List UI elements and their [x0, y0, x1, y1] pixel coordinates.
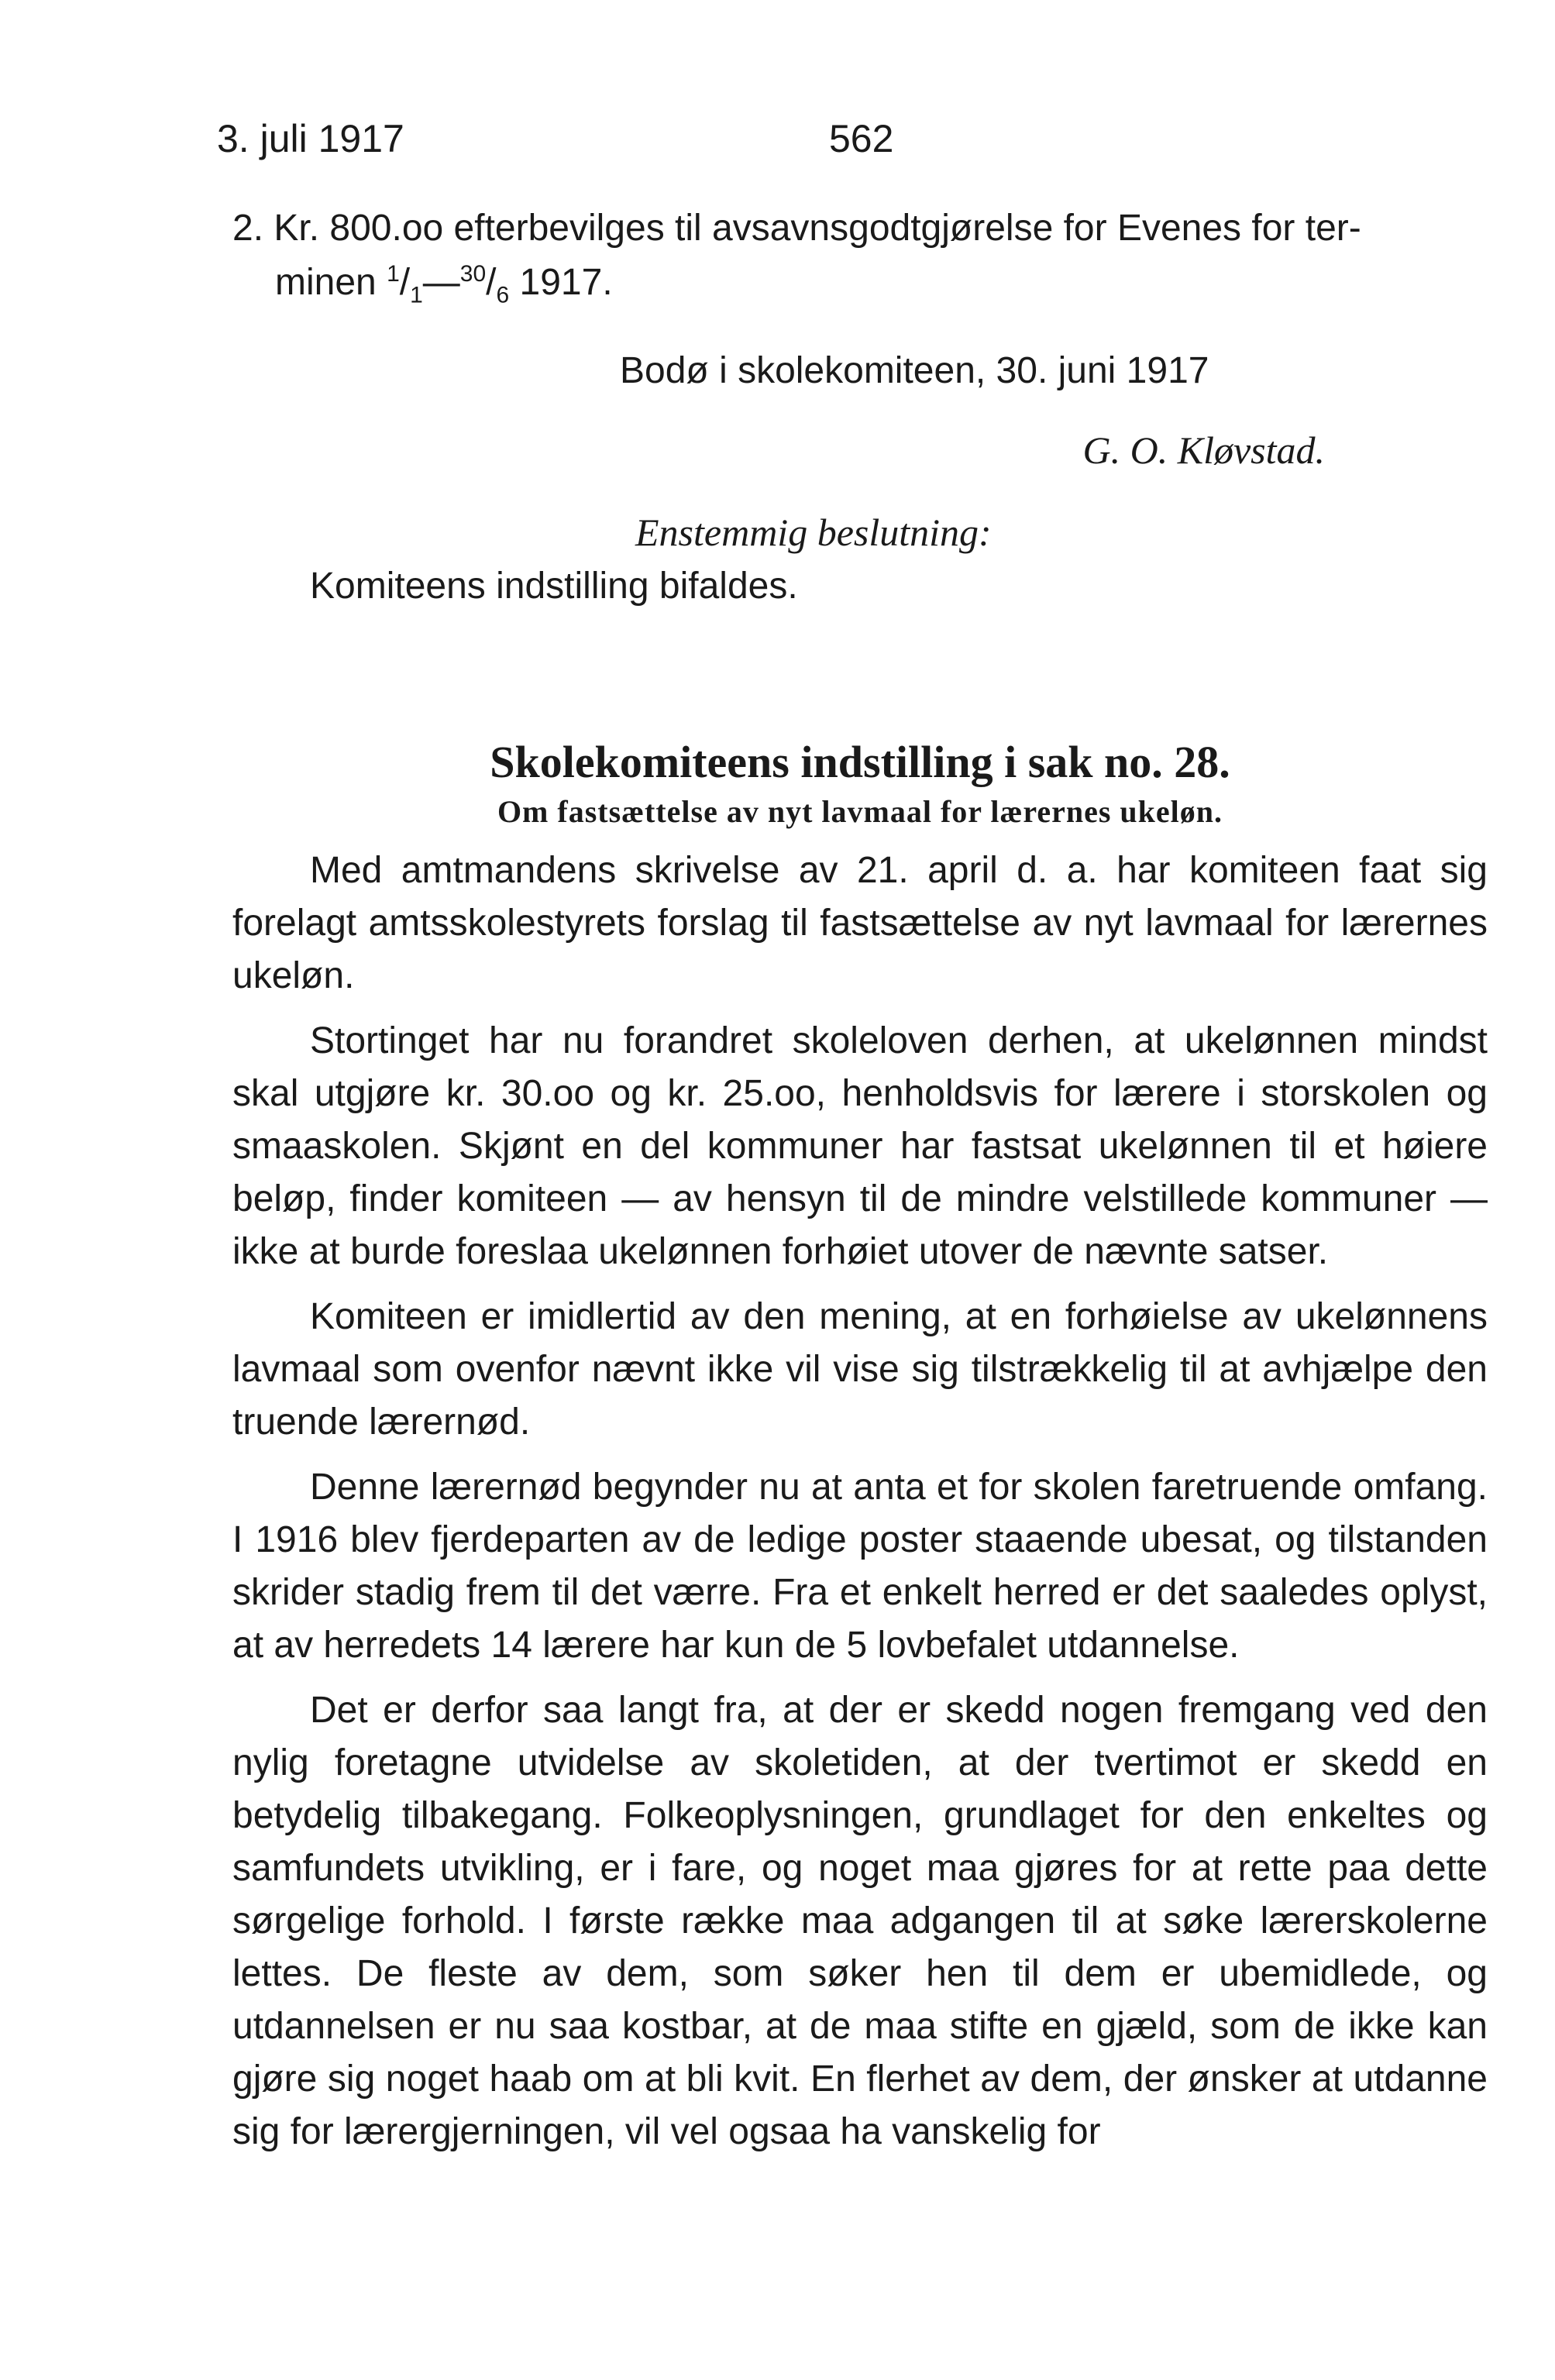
fraction-2-numerator: 30	[459, 261, 487, 287]
fraction-dash: —	[422, 262, 460, 303]
paragraph-4: Denne lærernød begynder nu at anta et for skolen faretruende omfang. I 1916 blev fjerdeparten av de ledige poster staaende ubesat, og tilstanden skrider stadig frem til det værre. Fra et enkelt herred er det saaledes oplyst, at av herredets 14 lærere har kun de 5 lovbefalet utdannelse.	[232, 1467, 1488, 1666]
signature: G. O. Kløvstad.	[1082, 428, 1325, 472]
item-2-line-2-suffix: 1917.	[509, 262, 613, 303]
section-subtitle: Om fastsættelse av nyt lavmaal for lærernes ukeløn.	[497, 794, 1223, 829]
page-body	[232, 201, 1488, 2158]
signed-place: Bodø i skolekomiteen, 30. juni 1917	[620, 350, 1209, 391]
item-2-line-1: 2. Kr. 800.oo efterbevilges til avsavnsgodtgjørelse for Evenes for ter-	[232, 208, 1361, 249]
header-date: 3. juli 1917	[217, 117, 404, 160]
paragraph-5: Det er derfor saa langt fra, at der er skedd nogen fremgang ved den nylig foretagne utvidelse av skoletiden, at der tvertimot er skedd en betydelig tilbakegang. Folkeoplysningen, grundlaget for den enkeltes og samfundets utvikling, er i fare, og noget maa gjøres for at rette paa dette sørgelige forhold. I første række maa adgangen til at søke lærerskolerne lettes. De fleste av dem, som søker hen til dem er ubemidlede, og utdannelsen er nu saa kostbar, at de maa stifte en gjæld, som de ikke kan gjøre sig noget haab om at bli kvit. En flerhet av dem, der ønsker at utdanne sig for lærergjerningen, vil vel ogsaa ha vanskelig for	[232, 1690, 1488, 2152]
page-number: 562	[829, 117, 894, 160]
decision-text: Komiteens indstilling bifaldes.	[310, 566, 798, 607]
item-2-line-2: minen $^1/_1—^{30}/_6$ 1917.	[275, 261, 613, 308]
fraction-2-denominator: 6	[496, 282, 510, 308]
item-2-line-2-prefix: minen	[275, 262, 387, 303]
item-2	[232, 201, 1488, 310]
decision-label: Enstemmig beslutning:	[635, 511, 992, 554]
fraction-1-numerator: 1	[387, 261, 400, 287]
section-title: Skolekomiteens indstilling i sak no. 28.	[490, 737, 1230, 787]
paragraph-3: Komiteen er imidlertid av den mening, at en forhøielse av ukelønnens lavmaal som ovenfor nævnt ikke vil vise sig tilstrækkelig til at avhjælpe den truende lærernød.	[232, 1296, 1488, 1443]
paragraph-2: Stortinget har nu forandret skoleloven derhen, at ukelønnen mindst skal utgjøre kr. 30.oo og kr. 25.oo, henholdsvis for lærere i storskolen og smaaskolen. Skjønt en del kommuner har fastsat ukelønnen til et høiere beløp, finder komiteen — av hensyn til de mindre velstillede kommuner — ikke at burde foreslaa ukelønnen forhøiet utover de nævnte satser.	[232, 1020, 1488, 1272]
paragraph-1: Med amtmandens skrivelse av 21. april d. a. har komiteen faat sig forelagt amtsskolestyrets forslag til fastsættelse av nyt lavmaal for lærernes ukeløn.	[232, 850, 1488, 996]
fraction-1-denominator: 1	[410, 282, 423, 308]
page-header	[217, 116, 1333, 170]
